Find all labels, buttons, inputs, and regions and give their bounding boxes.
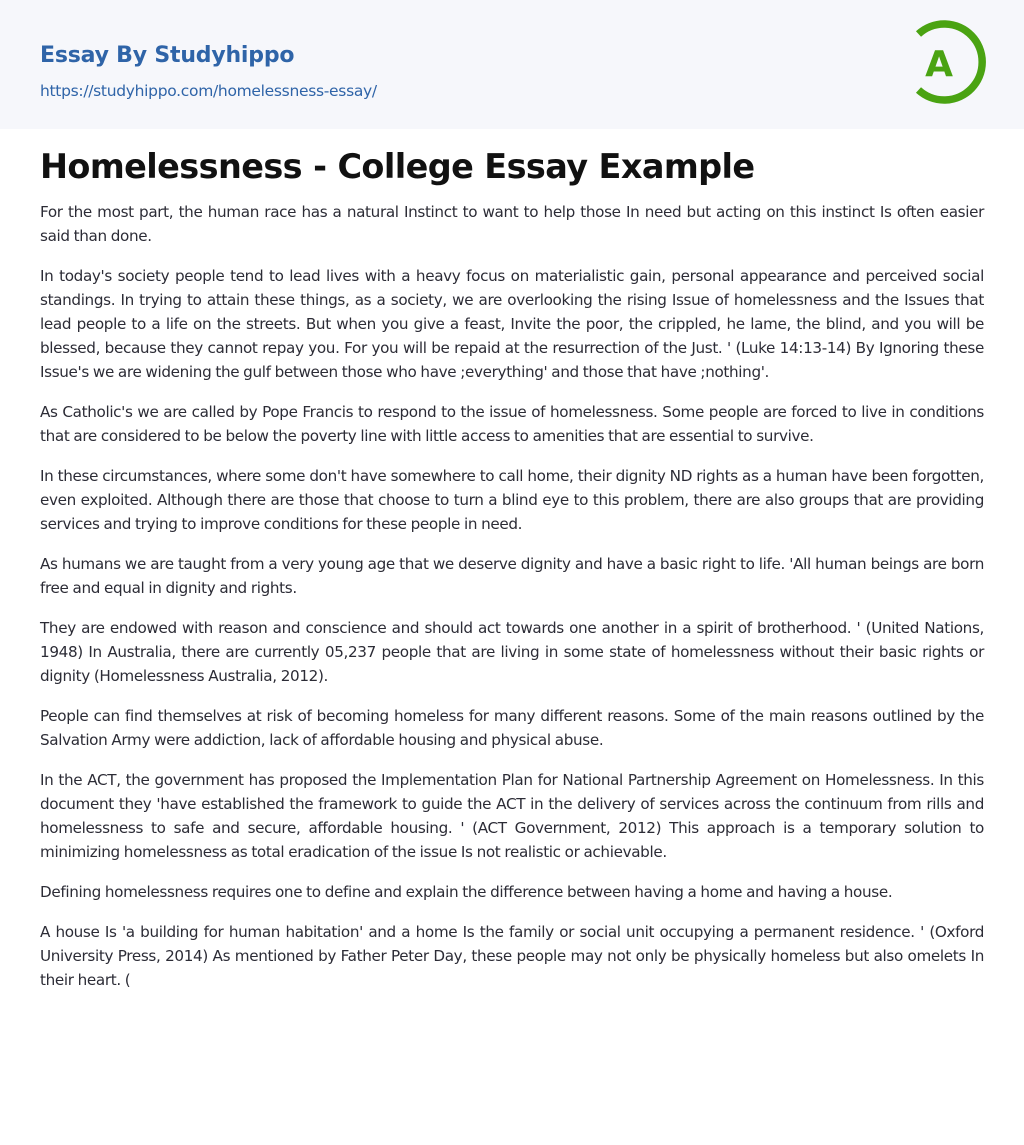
article-paragraph: As Catholic's we are called by Pope Francis to respond to the issue of homelessness. Some people are forced to live in conditions that are considered to be below the poverty line with little access to amenities that are essential to survive.: [40, 403, 984, 445]
article-paragraph: In the ACT, the government has proposed the Implementation Plan for National Partnership Agreement on Homelessness. In this document they 'have established the framework to guide the ACT in the delivery of services across the continuum from rills and homelessness to safe and secure, affordable housing. ' (ACT Government, 2012) This approach is a temporary solution to minimizing homelessness as total eradication of the issue Is not realistic or achievable.: [40, 771, 984, 861]
article-paragraph: A house Is 'a building for human habitation' and a home Is the family or social unit occupying a permanent residence. ' (Oxford University Press, 2014) As mentioned by Father Peter Day, these people may not only be physically homeless but also omelets In their heart. (: [40, 923, 984, 989]
brand-title: Essay By Studyhippo: [40, 43, 295, 68]
article: [0, 129, 1024, 992]
article-paragraph: As humans we are taught from a very young age that we deserve dignity and have a basic right to life. 'All human beings are born free and equal in dignity and rights.: [40, 555, 984, 597]
article-paragraph: In these circumstances, where some don't have somewhere to call home, their dignity ND rights as a human have been forgotten, even exploited. Although there are those that choose to turn a blind eye to this problem, there are also groups that are providing services and trying to improve conditions for these people in need.: [40, 467, 984, 533]
site-header: [0, 0, 1024, 129]
source-url-link[interactable]: https://studyhippo.com/homelessness-essay/: [40, 82, 377, 100]
article-paragraph: For the most part, the human race has a natural Instinct to want to help those In need but acting on this instinct Is often easier said than done.: [40, 203, 984, 245]
article-paragraph: Defining homelessness requires one to define and explain the difference between having a home and having a house.: [40, 883, 893, 901]
studyhippo-logo-icon[interactable]: [914, 20, 986, 104]
article-paragraph: They are endowed with reason and conscience and should act towards one another in a spirit of brotherhood. ' (United Nations, 1948) In Australia, there are currently 05,237 people that are living in some state of homelessness without their basic rights or dignity (Homelessness Australia, 2012).: [40, 619, 984, 685]
article-paragraph: People can find themselves at risk of becoming homeless for many different reasons. Some of the main reasons outlined by the Salvation Army were addiction, lack of affordable housing and physical abuse.: [40, 707, 984, 749]
page-title: Homelessness - College Essay Example: [40, 147, 755, 186]
article-paragraph: In today's society people tend to lead lives with a heavy focus on materialistic gain, personal appearance and perceived social standings. In trying to attain these things, as a society, we are overlooking the rising Issue of homelessness and the Issues that lead people to a life on the streets. But when you give a feast, Invite the poor, the crippled, he lame, the blind, and you will be blessed, because they cannot repay you. For you will be repaid at the resurrection of the Just. ' (Luke 14:13-14) By Ignoring these Issue's we are widening the gulf between those who have ;everything' and those that have ;nothing'.: [40, 267, 984, 381]
logo-letter: A: [925, 44, 953, 85]
